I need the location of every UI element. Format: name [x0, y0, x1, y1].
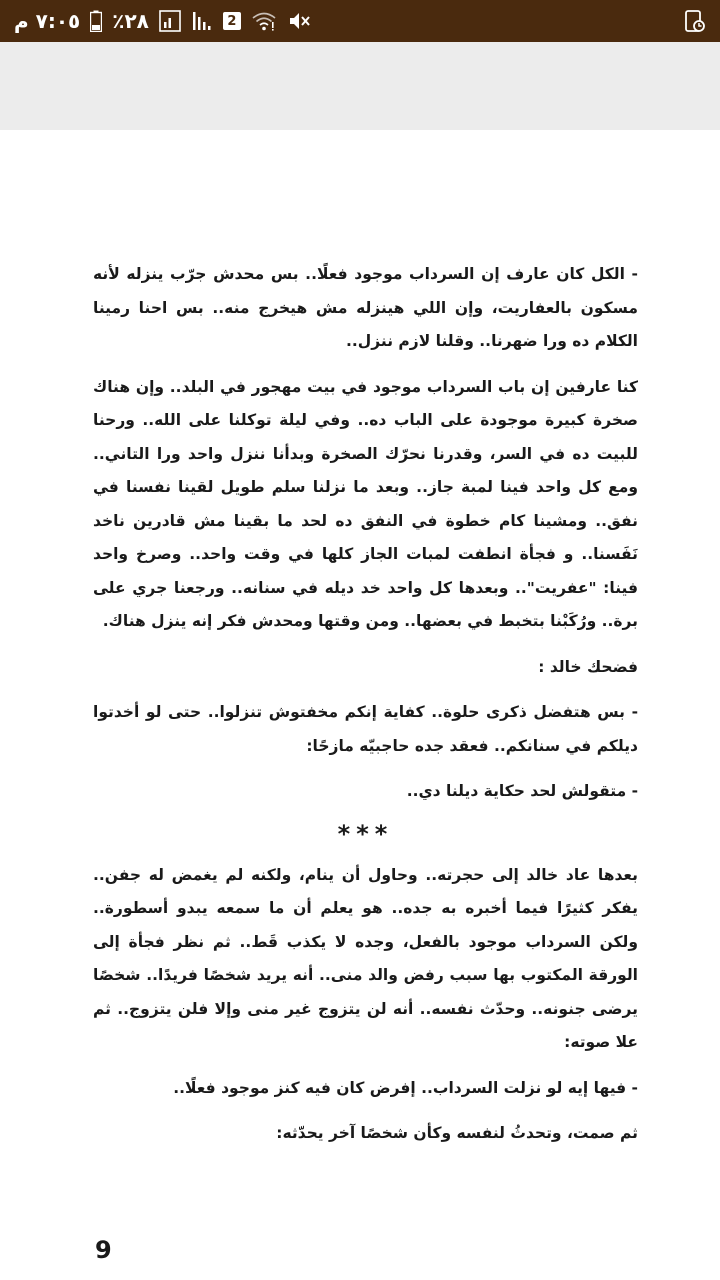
screen-rotation-icon [684, 9, 706, 33]
signal-bars-icon [191, 10, 213, 32]
page-number: 9 [95, 1236, 112, 1264]
paragraph: فضحك خالد : [538, 657, 638, 676]
paragraph: - بس هتفضل ذكرى حلوة.. كفاية إنكم مخفتوش تنزلوا.. حتى لو أخدتوا ديلكم في سنانكم.. فعقد جده حاجبيّه مازحًا: [93, 703, 638, 755]
book-page[interactable] [0, 130, 720, 1280]
clock-text: ٧:٠٥ م [14, 9, 81, 33]
wifi-icon [251, 10, 277, 32]
paragraph: - الكل كان عارف إن السرداب موجود فعلًا.. بس محدش جرّب ينزله لأنه مسكون بالعفاريت، وإن اللي هينزله مش هيخرج منه.. بس احنا رمينا الكلام ده ورا ضهرنا.. وقلنا لازم ننزل.. [93, 265, 638, 350]
section-separator: *** [337, 819, 394, 848]
battery-percent-text: ٪٢٨ [112, 9, 149, 33]
page-text [93, 258, 638, 1163]
status-bar [0, 0, 720, 42]
paragraph: كنا عارفين إن باب السرداب موجود في بيت مهجور في البلد.. وإن هناك صخرة كبيرة موجودة على الباب ده.. وفي ليلة توكلنا على الله.. ورحنا للبيت ده في السر، وقدرنا نحرّك الصخرة وبدأنا ننزل واحد ورا التاني.. ومع كل واحد فينا لمبة جاز.. وبعد ما نزلنا سلم طويل لقينا نفسنا في نفق.. ومشينا كام خطوة في النفق ده لحد ما بقينا مش قادرين ناخد نَفَسنا.. و فجأة انطفت لمبات الجاز كلها في وقت واحد.. وصرخ واحد فينا: "عفريت".. وبعدها كل واحد خد ديله في سنانه.. ورجعنا جري على برة.. ورُكَبْنا بتخبط في بعضها.. ومن وقتها ومحدش فكر إنه ينزل هناك. [93, 377, 638, 630]
signal-strength-icon [159, 10, 181, 32]
paragraph: - فيها إيه لو نزلت السرداب.. إفرض كان فيه كنز موجود فعلًا.. [173, 1078, 638, 1097]
battery-icon [90, 10, 102, 32]
reader-toolbar[interactable] [0, 42, 720, 130]
status-bar-right [684, 9, 706, 33]
mute-icon [287, 10, 311, 32]
sim-2-icon: 2 [223, 12, 241, 30]
paragraph: بعدها عاد خالد إلى حجرته.. وحاول أن ينام، ولكنه لم يغمض له جفن.. يفكر كثيرًا فيما أخبره به جده.. هو يعلم أن ما سمعه يبدو أسطورة.. ولكن السرداب موجود بالفعل، وجده لا يكذب قَط.. ثم نظر فجأة إلى الورقة المكتوب بها سبب رفض والد منى.. أنه يريد شخصًا فريدًا.. شخصًا يرضى جنونه.. وحدّث نفسه.. أنه لن يتزوج غير منى وإلا فلن يتزوج.. ثم علا صوته: [93, 865, 638, 1051]
status-bar-left [14, 9, 311, 33]
paragraph: - متقولش لحد حكاية ديلنا دي.. [406, 782, 638, 800]
paragraph: ثم صمت، وتحدثُ لنفسه وكأن شخصًا آخر يحدّثه: [276, 1124, 638, 1142]
